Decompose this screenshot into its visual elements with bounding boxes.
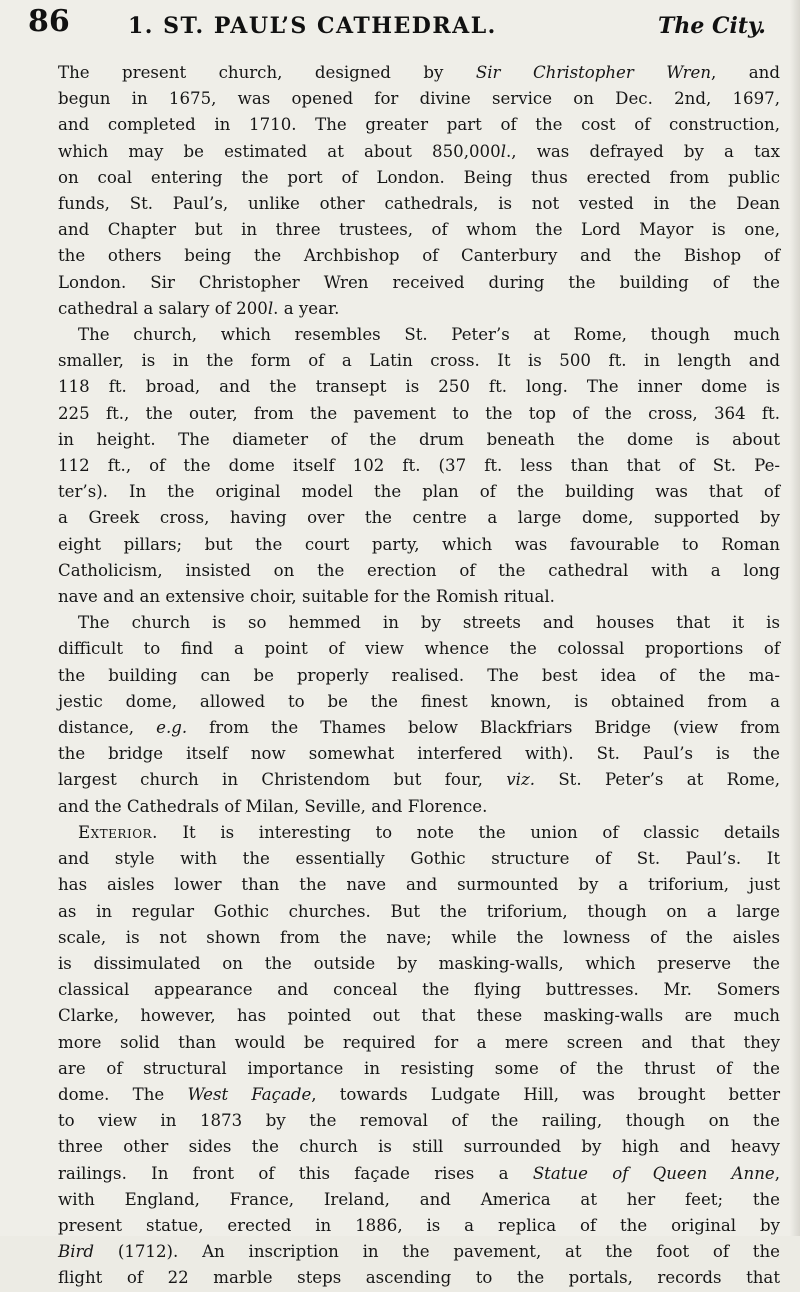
text-run: and style with the essentially Gothic structure of St. Paul’s. It xyxy=(58,849,780,869)
text-run: with England, France, Ireland, and America at her feet; the xyxy=(58,1189,780,1209)
text-line xyxy=(58,270,780,296)
text-run: are of structural importance in resisting some of the thrust of the xyxy=(58,1058,780,1078)
section-heading: Exterior. xyxy=(78,822,158,842)
text-line xyxy=(58,767,780,793)
italic-run: viz. xyxy=(506,770,535,790)
text-run: three other sides the church is still surrounded by high and heavy xyxy=(58,1137,780,1157)
text-run: , xyxy=(774,1163,781,1183)
text-run: 118 ft. broad, and the transept is 250 ft. long. The inner dome is xyxy=(58,377,780,397)
text-run: 112 ft., of the dome itself 102 ft. (37 ft. less than that of St. Pe- xyxy=(58,456,780,476)
text-run: The present church, designed by xyxy=(58,63,476,82)
text-line xyxy=(58,139,780,165)
text-line xyxy=(58,1134,780,1160)
text-run: in height. The diameter of the drum beneath the dome is about xyxy=(58,429,780,449)
italic-run: l xyxy=(500,141,506,161)
text-run: (1712). An inscription in the pavement, at the foot of the xyxy=(94,1242,780,1262)
text-line xyxy=(58,584,780,610)
page-header xyxy=(28,4,788,48)
text-run: largest church in Christendom but four, xyxy=(58,770,507,790)
text-run: more solid than would be required for a mere screen and that they xyxy=(58,1032,780,1052)
italic-run: Bird xyxy=(58,1242,95,1262)
text-run: on coal entering the port of London. Being thus erected from public xyxy=(58,167,780,187)
text-line xyxy=(58,217,780,243)
italic-run: l xyxy=(267,298,274,318)
text-run: The church is so hemmed in by streets and houses that it is xyxy=(78,613,780,633)
text-line xyxy=(58,794,780,820)
text-line xyxy=(58,899,780,925)
text-line xyxy=(58,1003,780,1029)
text-line xyxy=(58,925,780,951)
text-run: classical appearance and conceal the flying buttresses. Mr. Somers xyxy=(58,980,780,1000)
text-run: which may be estimated at about 850,000 xyxy=(58,141,501,161)
text-run: a Greek cross, having over the centre a large dome, supported by xyxy=(58,508,780,528)
text-run: present statue, erected in 1886, is a replica of the original by xyxy=(58,1215,780,1235)
text-run: smaller, is in the form of a Latin cross. It is 500 ft. in length and xyxy=(58,351,780,371)
running-title: 1. ST. PAUL’S CATHEDRAL. xyxy=(128,13,497,39)
text-run: to view in 1873 by the removal of the railing, though on the xyxy=(58,1111,780,1131)
text-line xyxy=(58,558,780,584)
text-run: Catholicism, insisted on the erection of the cathedral with a long xyxy=(58,560,780,580)
text-line xyxy=(58,846,780,872)
text-run: The church, which resembles St. Peter’s at Rome, though much xyxy=(78,325,780,345)
text-line xyxy=(58,951,780,977)
text-line xyxy=(58,1030,780,1056)
text-line xyxy=(58,427,780,453)
text-line xyxy=(58,872,780,898)
text-run: is dissimulated on the outside by masking-walls, which preserve the xyxy=(58,953,780,973)
text-line xyxy=(58,165,780,191)
text-run: funds, St. Paul’s, unlike other cathedrals, is not vested in the Dean xyxy=(58,194,780,214)
text-run: It is interesting to note the union of classic details xyxy=(157,822,780,842)
text-line xyxy=(58,60,780,86)
text-line xyxy=(58,322,780,348)
text-run: jestic dome, allowed to be the finest known, is obtained from a xyxy=(58,691,780,711)
italic-run: Statue of Queen Anne xyxy=(532,1163,775,1183)
text-run: distance, xyxy=(58,718,157,738)
text-run: begun in 1675, was opened for divine service on Dec. 2nd, 1697, xyxy=(58,89,780,109)
text-run: nave and an extensive choir, suitable for the Romish ritual. xyxy=(58,587,555,607)
text-line xyxy=(58,1239,780,1265)
text-run: and the Cathedrals of Milan, Seville, and Florence. xyxy=(58,796,488,816)
text-run: the others being the Archbishop of Canterbury and the Bishop of xyxy=(58,246,780,266)
text-run: dome. The xyxy=(58,1084,188,1104)
text-run: , towards Ludgate Hill, was brought better xyxy=(311,1084,780,1104)
text-run: ter’s). In the original model the plan of the building was that of xyxy=(58,482,780,502)
text-line xyxy=(58,715,780,741)
text-line xyxy=(58,191,780,217)
text-line xyxy=(58,1265,780,1291)
text-run: cathedral a salary of 200 xyxy=(58,298,268,318)
text-line xyxy=(58,663,780,689)
text-line xyxy=(58,741,780,767)
page-number: 86 xyxy=(28,4,70,39)
text-line xyxy=(58,112,780,138)
text-run: and completed in 1710. The greater part of the cost of construction, xyxy=(58,115,780,135)
text-line xyxy=(58,977,780,1003)
text-line xyxy=(58,1213,780,1239)
text-run: ., was defrayed by a tax xyxy=(506,141,780,161)
running-section: The City. xyxy=(658,13,766,39)
page-edge-shadow xyxy=(790,0,800,1236)
text-line xyxy=(58,1161,780,1187)
text-run: as in regular Gothic churches. But the triforium, though on a large xyxy=(58,901,780,921)
text-line xyxy=(58,1082,780,1108)
text-run: eight pillars; but the court party, which was favourable to Roman xyxy=(58,534,780,554)
text-run: railings. In front of this façade rises a xyxy=(58,1163,533,1183)
text-line xyxy=(58,1056,780,1082)
text-line xyxy=(58,1108,780,1134)
text-line xyxy=(58,820,780,846)
text-line xyxy=(58,86,780,112)
text-run: 225 ft., the outer, from the pavement to the top of the cross, 364 ft. xyxy=(58,403,780,423)
italic-run: West Façade xyxy=(187,1084,312,1104)
text-line xyxy=(58,636,780,662)
text-run: , and xyxy=(711,63,780,82)
text-line xyxy=(58,479,780,505)
italic-run: Sir Christopher Wren xyxy=(475,63,712,82)
text-run: London. Sir Christopher Wren received during the building of the xyxy=(58,272,780,292)
text-run: difficult to find a point of view whence the colossal proportions of xyxy=(58,639,780,659)
text-run: . a year. xyxy=(273,298,340,318)
text-run: the building can be properly realised. The best idea of the ma- xyxy=(58,665,780,685)
text-run: the bridge itself now somewhat interfered with). St. Paul’s is the xyxy=(58,744,780,764)
text-run: has aisles lower than the nave and surmounted by a triforium, just xyxy=(58,875,780,895)
italic-run: e.g. xyxy=(156,718,188,738)
text-run: from the Thames below Blackfriars Bridge (view from xyxy=(187,718,780,738)
text-line xyxy=(58,1187,780,1213)
text-run: and Chapter but in three trustees, of whom the Lord Mayor is one, xyxy=(58,220,780,240)
text-line xyxy=(58,505,780,531)
text-run: Clarke, however, has pointed out that these masking-walls are much xyxy=(58,1006,780,1026)
text-line xyxy=(58,374,780,400)
text-run: scale, is not shown from the nave; while the lowness of the aisles xyxy=(58,927,780,947)
text-line xyxy=(58,532,780,558)
text-run: St. Peter’s at Rome, xyxy=(534,770,780,790)
text-line xyxy=(58,689,780,715)
text-line xyxy=(58,296,780,322)
text-line xyxy=(58,610,780,636)
text-line xyxy=(58,243,780,269)
body-text xyxy=(58,60,780,1292)
text-run: flight of 22 marble steps ascending to the portals, records that xyxy=(58,1268,780,1288)
text-line xyxy=(58,401,780,427)
text-line xyxy=(58,348,780,374)
text-line xyxy=(58,453,780,479)
